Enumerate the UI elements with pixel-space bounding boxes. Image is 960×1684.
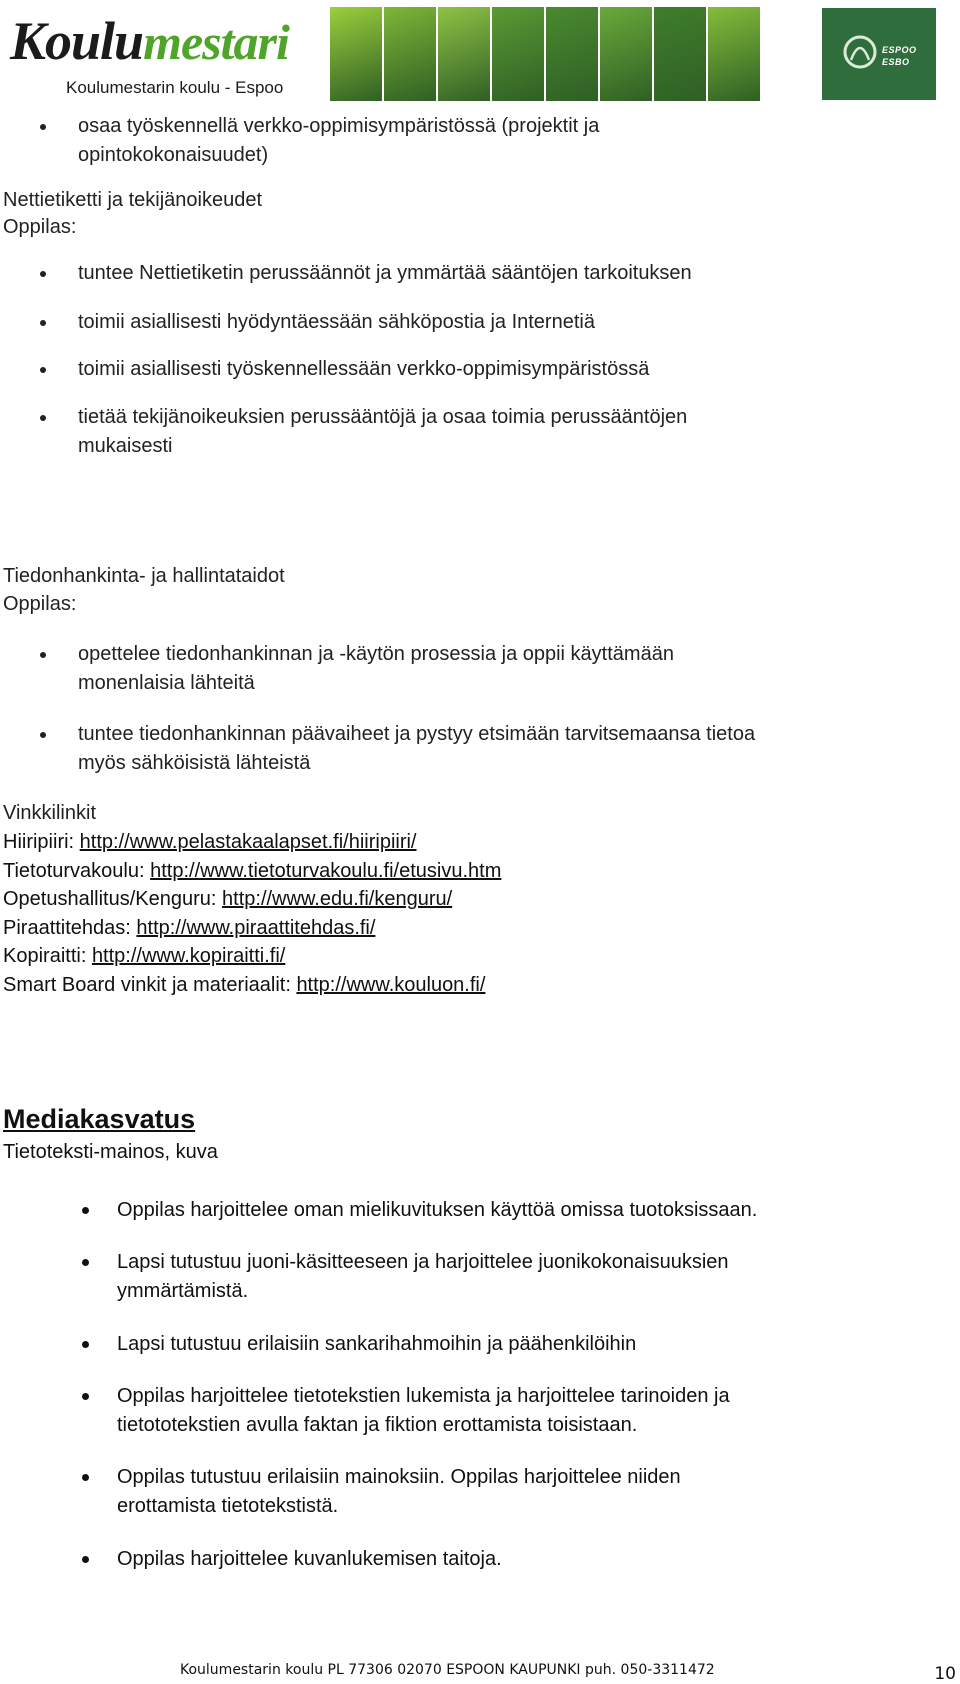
logo-mestari-text: mestari	[143, 14, 289, 70]
link-row	[3, 828, 417, 856]
link-row	[3, 857, 501, 885]
list-item-line: tietää tekijänoikeuksien perussääntöjä ja osaa toimia perussääntöjen	[78, 406, 688, 428]
link-label: Opetushallitus/Kenguru:	[3, 888, 223, 910]
logo-wordmark	[10, 11, 289, 71]
list-item-line: tietototekstien avulla faktan ja fiktion erottamista toisistaan.	[117, 1414, 638, 1436]
link-label: Kopiraitti:	[3, 945, 92, 967]
link-row	[3, 971, 485, 999]
header-tile	[546, 7, 598, 101]
link-url[interactable]: http://www.edu.fi/kenguru/	[222, 888, 453, 910]
list-item-line: toimii asiallisesti hyödyntäessään sähköpostia ja Internetiä	[78, 311, 595, 333]
espoo-logo-icon	[842, 30, 878, 74]
section-label-oppilas: Oppilas:	[3, 593, 77, 615]
header-tile	[654, 7, 706, 101]
list-item	[78, 640, 674, 698]
list-item-line: erottamista tietotekstistä.	[117, 1495, 339, 1517]
list-item-line: opettelee tiedonhankinnan ja -käytön prosessia ja oppii käyttämään	[78, 643, 674, 665]
link-label: Piraattitehdas:	[3, 917, 137, 939]
list-item-line: Oppilas harjoittelee oman mielikuvituksen käyttöä omissa tuotoksissaan.	[117, 1199, 758, 1221]
link-url[interactable]: http://www.pelastakaalapset.fi/hiiripiiri/	[79, 831, 417, 853]
list-item	[78, 112, 599, 170]
list-item-line: Lapsi tutustuu juoni-käsitteeseen ja harjoittelee juonikokonaisuuksien	[117, 1251, 729, 1273]
list-item-line: myös sähköisistä lähteistä	[78, 752, 311, 774]
header-tile	[330, 7, 382, 101]
list-item-line: Lapsi tutustuu erilaisiin sankarihahmoihin ja päähenkilöihin	[117, 1333, 637, 1355]
logo-koulu-text: Koulu	[10, 11, 144, 71]
link-row	[3, 885, 452, 913]
header-tile	[384, 7, 436, 101]
list-item	[78, 403, 687, 461]
list-item	[78, 720, 755, 778]
list-item-line: tuntee tiedonhankinnan päävaiheet ja pystyy etsimään tarvitsemaansa tietoa	[78, 723, 756, 745]
page-header	[0, 0, 960, 102]
list-item-line: Oppilas tutustuu erilaisiin mainoksiin. Oppilas harjoittelee niiden	[117, 1466, 681, 1488]
esbo-label: ESBO	[882, 57, 910, 67]
list-item	[117, 1196, 757, 1225]
list-item	[78, 259, 692, 288]
koulumestari-logo	[10, 11, 350, 100]
list-item-line: monenlaisia lähteitä	[78, 672, 255, 694]
list-item	[117, 1545, 502, 1574]
list-item-line: toimii asiallisesti työskennellessään verkko-oppimisympäristössä	[78, 358, 650, 380]
media-subheading: Tietoteksti-mainos, kuva	[3, 1141, 218, 1163]
link-label: Hiiripiiri:	[3, 831, 80, 853]
list-item	[117, 1382, 730, 1440]
header-tile	[708, 7, 760, 101]
link-url[interactable]: http://www.kopiraitti.fi/	[91, 945, 286, 967]
link-url[interactable]: http://www.tietoturvakoulu.fi/etusivu.htm	[150, 860, 502, 882]
espoo-emblem-box	[822, 8, 936, 100]
link-row	[3, 942, 285, 970]
link-url[interactable]: http://www.piraattitehdas.fi/	[136, 917, 376, 939]
section-label-oppilas: Oppilas:	[3, 216, 77, 238]
list-item-line: Oppilas harjoittelee tietotekstien lukemista ja harjoittelee tarinoiden ja	[117, 1385, 730, 1407]
links-title: Vinkkilinkit	[3, 802, 96, 824]
link-url[interactable]: http://www.kouluon.fi/	[296, 974, 486, 996]
espoo-label: ESPOO	[882, 45, 917, 55]
link-row	[3, 914, 375, 942]
list-item-line: osaa työskennellä verkko-oppimisympäristössä (projektit ja	[78, 115, 600, 137]
espoo-esbo-text	[882, 44, 917, 68]
link-label: Smart Board vinkit ja materiaalit:	[3, 974, 297, 996]
section-title-info: Tiedonhankinta- ja hallintataidot	[3, 565, 285, 587]
list-item-line: mukaisesti	[78, 435, 173, 457]
list-item-line: tuntee Nettietiketin perussäännöt ja ymmärtää sääntöjen tarkoituksen	[78, 262, 692, 284]
media-heading: Mediakasvatus	[3, 1104, 196, 1134]
list-item-line: ymmärtämistä.	[117, 1280, 249, 1302]
list-item-line: Oppilas harjoittelee kuvanlukemisen taitoja.	[117, 1548, 502, 1570]
logo-subtitle: Koulumestarin koulu - Espoo	[66, 78, 284, 97]
header-tile	[600, 7, 652, 101]
section-title-netiquette: Nettietiketti ja tekijänoikeudet	[3, 189, 263, 211]
list-item	[78, 308, 595, 337]
header-tile	[438, 7, 490, 101]
list-item	[78, 355, 649, 384]
list-item-line: opintokokonaisuudet)	[78, 144, 269, 166]
link-label: Tietoturvakoulu:	[3, 860, 151, 882]
list-item	[117, 1463, 681, 1521]
page-number: 10	[934, 1664, 956, 1684]
header-tile	[492, 7, 544, 101]
list-item	[117, 1248, 729, 1306]
list-item	[117, 1330, 636, 1359]
footer-address: Koulumestarin koulu PL 77306 02070 ESPOON KAUPUNKI puh. 050-3311472	[180, 1662, 715, 1678]
